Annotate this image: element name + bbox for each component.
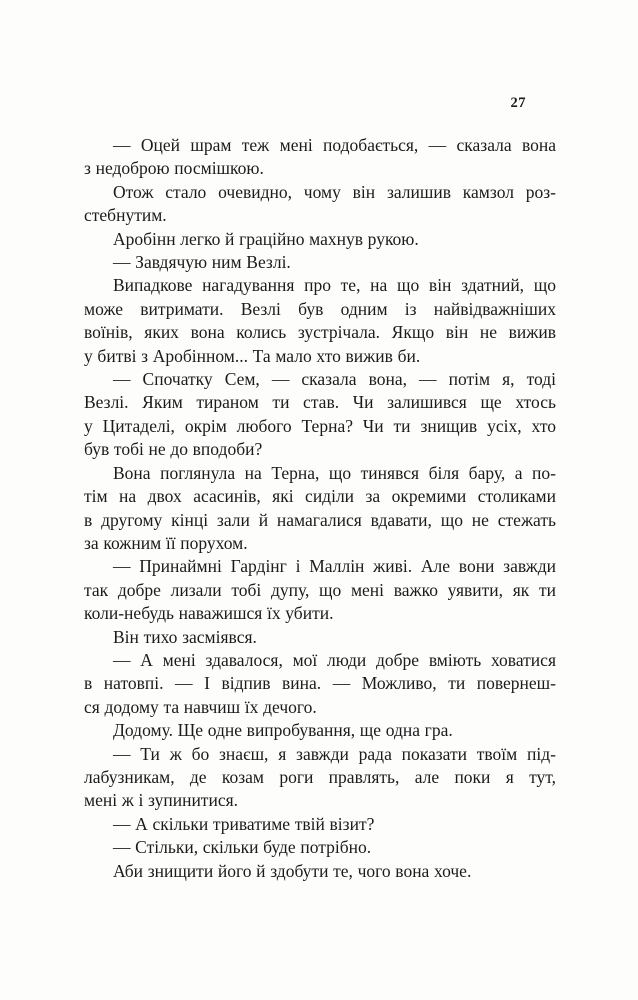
text-line: у битві з Аробінном... Та мало хто вижив би. — [84, 345, 421, 366]
text-line: воїнів, яких вона колись зустрічала. Якщо він не вижив — [84, 322, 556, 343]
paragraph — [84, 368, 556, 462]
paragraph — [84, 555, 556, 625]
text-line: — Стільки, скільки буде потрібно. — [113, 837, 372, 858]
text-line: був тобі не до вподоби? — [84, 439, 263, 460]
paragraph — [84, 134, 556, 181]
text-line: коли-небудь наважишся їх убити. — [84, 603, 334, 624]
text-line: лабузникам, де козам роги правлять, але поки я тут, — [84, 766, 556, 787]
text-line: — Ти ж бо знаєш, я завжди рада показати твоїм під- — [113, 743, 556, 764]
text-line: Аробінн легко й граційно махнув рукою. — [113, 228, 419, 249]
paragraph — [84, 860, 556, 883]
text-line: Отож стало очевидно, чому він залишив камзол роз- — [113, 181, 556, 202]
paragraph — [84, 462, 556, 556]
paragraph — [84, 743, 556, 813]
paragraph — [84, 228, 556, 251]
text-line: — А скільки триватиме твій візит? — [113, 813, 375, 834]
text-line: ся додому та навчиш їх дечого. — [84, 696, 317, 717]
text-line: Везлі. Яким тираном ти став. Чи залишився ще хтось — [84, 392, 556, 413]
text-line: Випадкове нагадування про те, на що він здатний, що — [113, 275, 556, 296]
page-number: 27 — [510, 95, 526, 111]
paragraph — [84, 813, 556, 836]
paragraph — [84, 274, 556, 368]
text-line: — А мені здавалося, мої люди добре вміють ховатися — [113, 649, 556, 670]
paragraph — [84, 251, 556, 274]
paragraph — [84, 649, 556, 719]
paragraph — [84, 181, 556, 228]
text-line: стебнутим. — [84, 205, 167, 226]
text-line: Аби знищити його й здобути те, чого вона хоче. — [113, 860, 472, 881]
text-line: у Цитаделі, окрім любого Терна? Чи ти знищив усіх, хто — [84, 415, 556, 436]
text-line: Додому. Ще одне випробування, ще одна гра. — [113, 720, 453, 741]
text-block — [84, 134, 556, 883]
paragraph — [84, 719, 556, 742]
text-line: в другому кінці зали й намагалися вдавати, що не стежать — [84, 509, 556, 530]
text-line: мені ж і зупинитися. — [84, 790, 239, 811]
text-line: — Оцей шрам теж мені подобається, — сказала вона — [113, 135, 556, 155]
text-line: так добре лизали тобі дупу, що мені важко уявити, як ти — [84, 579, 556, 600]
text-line: за кожним її порухом. — [84, 532, 248, 553]
paragraph — [84, 626, 556, 649]
text-line: Він тихо засміявся. — [113, 626, 257, 647]
text-line: — Спочатку Сем, — сказала вона, — потім я, тоді — [113, 369, 556, 390]
text-line: може витримати. Везлі був одним із найвідважніших — [84, 298, 556, 319]
text-line: з недоброю посмішкою. — [84, 158, 264, 179]
text-line: — Принаймні Гардінг і Маллін живі. Але вони завжди — [113, 556, 556, 577]
text-line: в натовпі. — І відпив вина. — Можливо, ти повернеш- — [84, 673, 556, 694]
text-line: Вона поглянула на Терна, що тинявся біля бару, а по- — [113, 462, 556, 483]
paragraph — [84, 836, 556, 859]
text-line: тім на двох асасинів, які сиділи за окремими столиками — [84, 486, 556, 507]
text-line: — Завдячую ним Везлі. — [113, 252, 291, 273]
